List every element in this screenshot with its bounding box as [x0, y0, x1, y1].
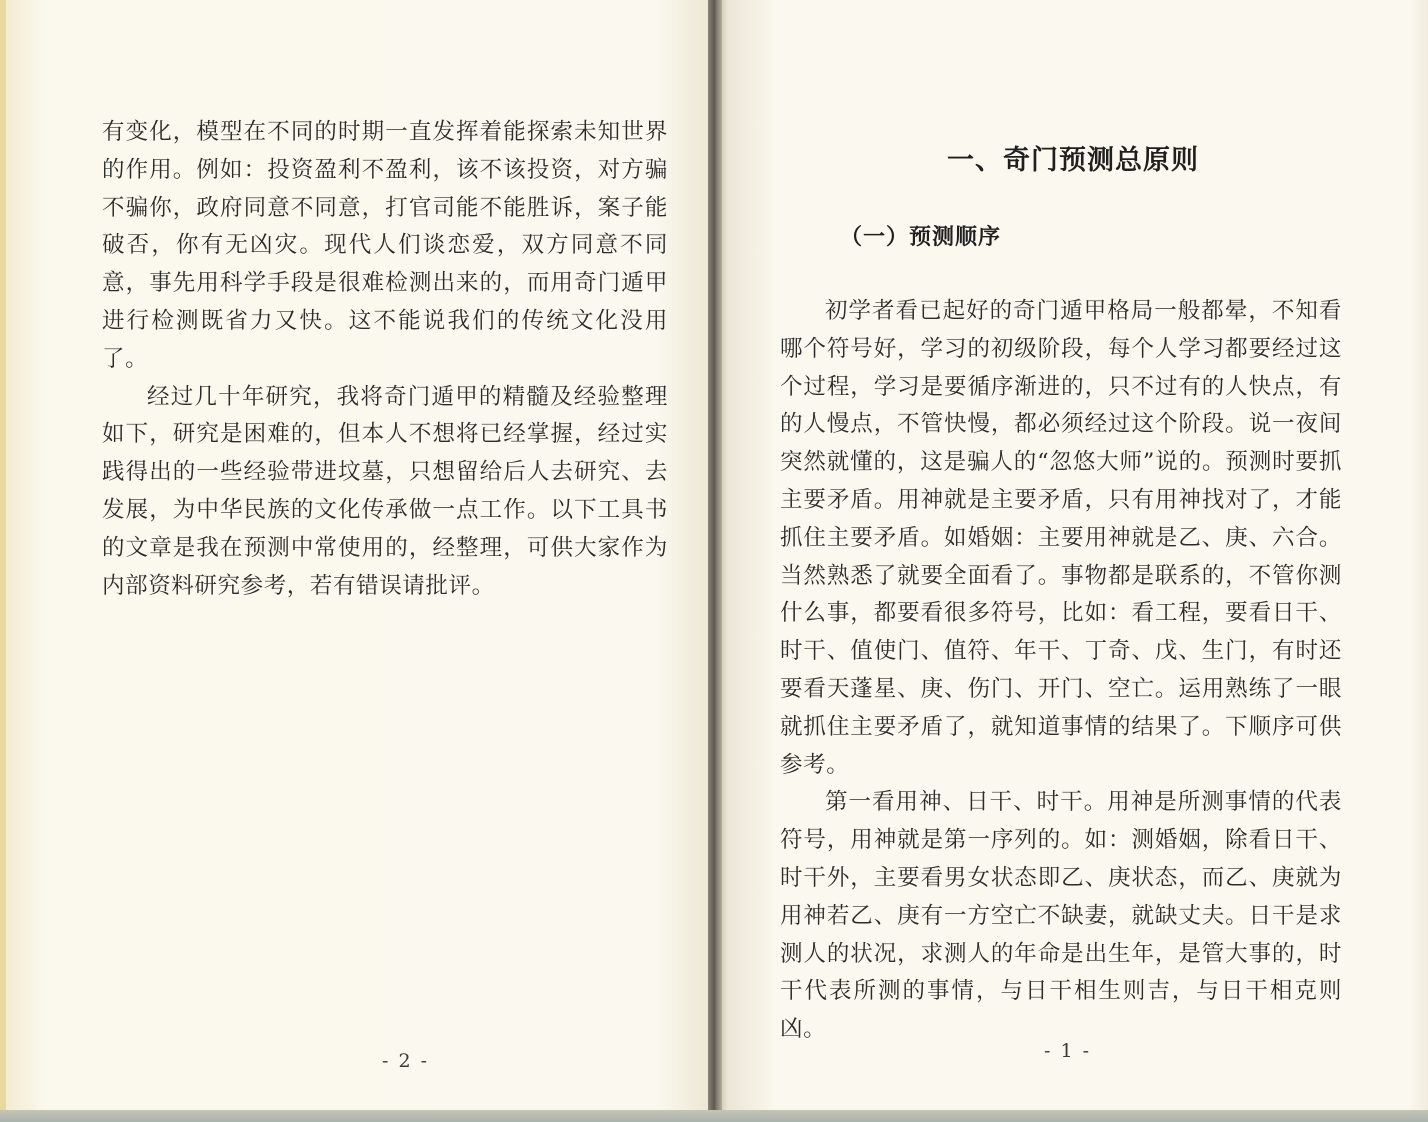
paragraph: 初学者看已起好的奇门遁甲格局一般都晕，不知看哪个符号好，学习的初级阶段，每个人学习都要经过这个过程，学习是要循序渐进的，只不过有的人快点，有的人慢点，不管快慢，都必须经过这个阶段。说一夜间突然就懂的，这是骗人的“忽悠大师”说的。预测时要抓主要矛盾。用神就是主要矛盾，只有用神找对了，才能抓住主要矛盾。如婚姻：主要用神就是乙、庚、六合。当然熟悉了就要全面看了。事物都是联系的，不管你测什么事，都要看很多符号，比如：看工程，要看日干、时干、值使门、值符、年干、丁奇、戊、生门，有时还要看天蓬星、庚、伤门、开门、空亡。运用熟练了一眼就抓住主要矛盾了，就知道事情的结果了。下顺序可供参考。	[780, 298, 1342, 778]
right-page-body	[780, 293, 1342, 1049]
page-bottom-edge	[0, 1110, 1428, 1122]
paragraph: 经过几十年研究，我将奇门遁甲的精髓及经验整理如下，研究是困难的，但本人不想将已经掌握，经过实践得出的一些经验带进坟墓，只想留给后人去研究、去发展，为中华民族的文化传承做一点工作。以下工具书的文章是我在预测中常使用的，经整理，可供大家作为内部资料研究参考，若有错误请批评。	[102, 383, 668, 599]
page-number: - 1 -	[1044, 1040, 1092, 1062]
paragraph: 第一看用神、日干、时干。用神是所测事情的代表符号，用神就是第一序列的。如：测婚姻，除看日干、时干外，主要看男女状态即乙、庚状态，而乙、庚就为用神若乙、庚有一方空亡不缺妻，就缺丈夫。日干是求测人的状况，求测人的年命是出生年，是管大事的，时干代表所测的事情，与日干相生则吉，与日干相克则凶。	[780, 789, 1342, 1043]
section-title: （一）预测顺序	[840, 225, 1002, 250]
left-page	[0, 0, 712, 1110]
paragraph: 有变化，模型在不同的时期一直发挥着能探索未知世界的作用。例如：投资盈利不盈利，该不该投资，对方骗不骗你，政府同意不同意，打官司能不能胜诉，案子能破否，你有无凶灾。现代人们谈恋爱，双方同意不同意，事先用科学手段是很难检测出来的，而用奇门遁甲进行检测既省力又快。这不能说我们的传统文化没用了。	[102, 119, 668, 372]
left-page-body	[102, 114, 668, 605]
page-number: - 2 -	[382, 1050, 430, 1072]
chapter-title: 一、奇门预测总原则	[947, 145, 1199, 176]
